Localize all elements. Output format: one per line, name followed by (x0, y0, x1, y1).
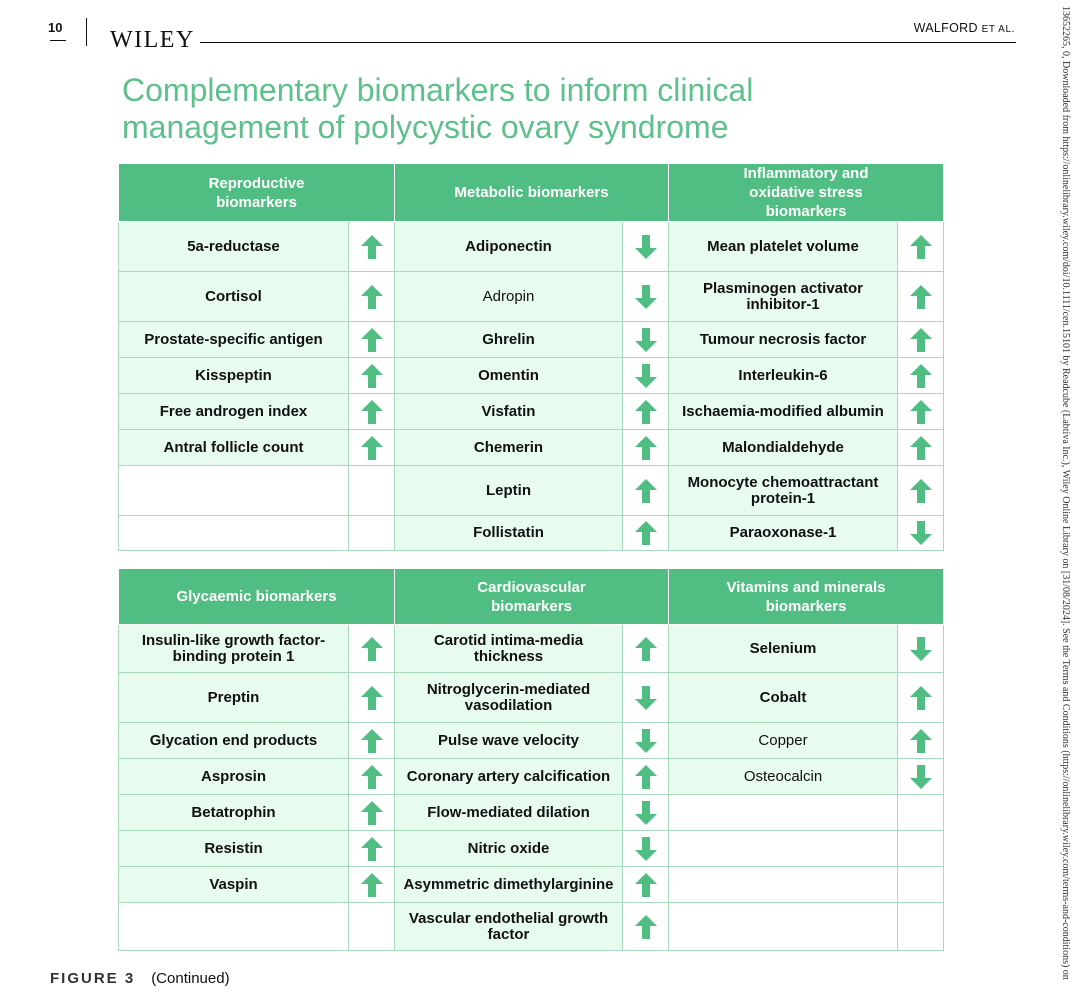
table-row (119, 903, 944, 951)
biomarker-name-text: Paraoxonase-1 (729, 524, 837, 541)
biomarker-name (669, 516, 898, 551)
biomarker-name-text: Glycation end products (149, 731, 318, 749)
table-row (119, 322, 944, 358)
biomarker-name (119, 625, 349, 673)
biomarker-name-text: Free androgen index (159, 402, 308, 420)
trend-indicator (349, 272, 395, 322)
biomarker-name (119, 394, 349, 430)
empty-cell (349, 903, 395, 951)
trend-indicator (898, 272, 944, 322)
arrow-down-icon (909, 764, 933, 790)
trend-indicator (898, 394, 944, 430)
trend-indicator (623, 466, 669, 516)
biomarker-name-text: 5a-reductase (187, 237, 280, 255)
arrow-down-icon (634, 728, 658, 754)
biomarker-name-text: Mean platelet volume (707, 237, 859, 255)
figure-caption (50, 970, 230, 987)
biomarker-name (395, 394, 623, 430)
column-header-text: Vitamins and minerals biomarkers (726, 578, 886, 615)
column-header-text: Glycaemic biomarkers (176, 588, 337, 605)
biomarker-name (669, 466, 898, 516)
biomarker-name-text: Omentin (478, 366, 539, 384)
biomarker-name-text: Betatrophin (191, 803, 276, 821)
biomarker-name (669, 322, 898, 358)
table-row (119, 516, 944, 551)
biomarker-name-text: Visfatin (481, 402, 536, 420)
biomarker-name-text: Follistatin (473, 524, 544, 541)
column-header (669, 164, 944, 222)
biomarker-name (119, 831, 349, 867)
empty-cell (349, 516, 395, 551)
arrow-up-icon (634, 914, 658, 940)
arrow-up-icon (909, 363, 933, 389)
empty-cell (119, 466, 349, 516)
biomarker-name (119, 222, 349, 272)
trend-indicator (898, 723, 944, 759)
caption-label: FIGURE 3 (50, 970, 136, 987)
biomarker-name (119, 272, 349, 322)
trend-indicator (898, 625, 944, 673)
trend-indicator (349, 795, 395, 831)
empty-cell (669, 867, 898, 903)
biomarker-name (395, 795, 623, 831)
title-line-1: Complementary biomarkers to inform clinical (122, 72, 754, 108)
arrow-down-icon (909, 636, 933, 662)
author-suffix: ET AL. (981, 24, 1015, 35)
biomarker-name-text: Interleukin-6 (738, 366, 828, 384)
arrow-up-icon (909, 728, 933, 754)
arrow-down-icon (634, 836, 658, 862)
figure-title (122, 72, 753, 146)
trend-indicator (623, 795, 669, 831)
biomarker-name (395, 322, 623, 358)
biomarker-name-text: Adropin (482, 287, 535, 305)
biomarker-name-text: Antral follicle count (163, 438, 304, 456)
arrow-up-icon (360, 636, 384, 662)
trend-indicator (898, 322, 944, 358)
table-row (119, 358, 944, 394)
empty-cell (119, 903, 349, 951)
trend-indicator (623, 831, 669, 867)
trend-indicator (898, 430, 944, 466)
trend-indicator (623, 222, 669, 272)
biomarker-name-text: Chemerin (473, 438, 544, 456)
arrow-up-icon (360, 435, 384, 461)
arrow-up-icon (360, 800, 384, 826)
biomarker-name (669, 625, 898, 673)
arrow-up-icon (909, 234, 933, 260)
biomarker-name-text: Insulin-like growth factor-binding protein 1 (141, 631, 326, 665)
biomarker-name (395, 625, 623, 673)
empty-cell (669, 795, 898, 831)
author-main: WALFORD (913, 21, 978, 35)
biomarker-name (395, 222, 623, 272)
publisher-logo: WILEY (110, 27, 195, 53)
biomarker-name (119, 795, 349, 831)
table-row (119, 466, 944, 516)
biomarker-name (119, 673, 349, 723)
biomarker-name-text: Asymmetric dimethylarginine (403, 875, 614, 893)
biomarker-name (669, 272, 898, 322)
biomarker-name-text: Monocyte chemoattractant protein-1 (687, 473, 879, 507)
biomarker-name-text: Flow-mediated dilation (427, 803, 590, 821)
table-row (119, 222, 944, 272)
biomarker-name (395, 831, 623, 867)
biomarker-name-text: Preptin (207, 688, 260, 706)
trend-indicator (349, 625, 395, 673)
arrow-up-icon (909, 399, 933, 425)
biomarker-name (669, 673, 898, 723)
header-divider (86, 18, 87, 46)
arrow-down-icon (634, 800, 658, 826)
trend-indicator (898, 222, 944, 272)
biomarker-name (119, 867, 349, 903)
column-header (119, 569, 395, 625)
biomarker-name (395, 272, 623, 322)
arrow-up-icon (909, 685, 933, 711)
trend-indicator (898, 673, 944, 723)
biomarker-name (669, 723, 898, 759)
biomarker-name-text: Leptin (486, 481, 531, 499)
biomarker-name-text: Vascular endothelial growth factor (408, 909, 609, 943)
empty-cell (669, 831, 898, 867)
table-row (119, 867, 944, 903)
biomarker-name-text: Pulse wave velocity (438, 731, 579, 749)
trend-indicator (623, 430, 669, 466)
biomarker-name-text: Adiponectin (465, 237, 552, 255)
biomarker-name-text: Tumour necrosis factor (699, 330, 867, 348)
biomarker-name-text: Vaspin (209, 875, 258, 893)
biomarker-name-text: Osteocalcin (743, 767, 823, 785)
page-number: 10 (48, 20, 63, 35)
table-row (119, 272, 944, 322)
biomarker-name (395, 867, 623, 903)
trend-indicator (349, 394, 395, 430)
biomarker-name-text: Resistin (204, 839, 263, 857)
trend-indicator (623, 625, 669, 673)
trend-indicator (898, 759, 944, 795)
trend-indicator (623, 516, 669, 551)
arrow-up-icon (909, 284, 933, 310)
table-row (119, 759, 944, 795)
arrow-down-icon (909, 520, 933, 546)
trend-indicator (623, 394, 669, 430)
biomarker-name (395, 358, 623, 394)
arrow-up-icon (360, 363, 384, 389)
page-number-underline (50, 40, 66, 41)
table-row (119, 723, 944, 759)
biomarker-name-text: Coronary artery calcification (406, 767, 611, 785)
arrow-up-icon (634, 520, 658, 546)
biomarker-name-text: Cobalt (759, 688, 807, 706)
biomarker-name-text: Cortisol (205, 287, 262, 305)
table-header-row (119, 164, 944, 222)
arrow-up-icon (360, 872, 384, 898)
trend-indicator (349, 723, 395, 759)
arrow-down-icon (634, 685, 658, 711)
biomarker-name-text: Ischaemia-modified albumin (682, 402, 884, 420)
empty-cell (898, 867, 944, 903)
arrow-up-icon (360, 685, 384, 711)
trend-indicator (349, 673, 395, 723)
arrow-up-icon (360, 728, 384, 754)
biomarker-name-text: Nitroglycerin-mediated vasodilation (426, 680, 591, 714)
arrow-up-icon (634, 872, 658, 898)
column-header (395, 164, 669, 222)
biomarker-name (119, 723, 349, 759)
biomarker-name (395, 466, 623, 516)
biomarker-name (669, 222, 898, 272)
trend-indicator (349, 867, 395, 903)
column-header-text: Reproductive biomarkers (208, 174, 305, 211)
arrow-up-icon (360, 836, 384, 862)
biomarker-name (395, 723, 623, 759)
arrow-up-icon (909, 327, 933, 353)
header-rule (200, 42, 1016, 43)
biomarker-name (669, 430, 898, 466)
biomarker-name-text: Kisspeptin (195, 366, 272, 384)
arrow-down-icon (634, 284, 658, 310)
empty-cell (669, 903, 898, 951)
trend-indicator (623, 272, 669, 322)
table-header-row (119, 569, 944, 625)
biomarker-name (669, 358, 898, 394)
trend-indicator (349, 358, 395, 394)
arrow-up-icon (360, 327, 384, 353)
empty-cell (119, 516, 349, 551)
empty-cell (898, 831, 944, 867)
biomarker-name (119, 430, 349, 466)
biomarker-name (395, 430, 623, 466)
biomarker-name-text: Carotid intima-media thickness (433, 631, 584, 665)
arrow-up-icon (634, 764, 658, 790)
trend-indicator (349, 222, 395, 272)
arrow-up-icon (360, 284, 384, 310)
title-line-2: management of polycystic ovary syndrome (122, 109, 729, 145)
table-row (119, 831, 944, 867)
biomarker-name (119, 322, 349, 358)
column-header (119, 164, 395, 222)
biomarker-name-text: Copper (758, 731, 808, 749)
table-row (119, 430, 944, 466)
empty-cell (898, 903, 944, 951)
trend-indicator (623, 867, 669, 903)
biomarker-table-2 (118, 568, 944, 951)
table-row (119, 795, 944, 831)
trend-indicator (349, 430, 395, 466)
trend-indicator (349, 759, 395, 795)
empty-cell (898, 795, 944, 831)
biomarker-name-text: Asprosin (200, 767, 266, 785)
trend-indicator (623, 903, 669, 951)
trend-indicator (898, 358, 944, 394)
arrow-down-icon (634, 363, 658, 389)
biomarker-name (395, 759, 623, 795)
biomarker-name (119, 759, 349, 795)
caption-text: (Continued) (151, 970, 230, 987)
biomarker-name-text: Plasminogen activator inhibitor-1 (702, 279, 864, 313)
biomarker-name (669, 394, 898, 430)
biomarker-name-text: Prostate-specific antigen (144, 330, 323, 348)
arrow-up-icon (634, 399, 658, 425)
arrow-down-icon (634, 234, 658, 260)
arrow-up-icon (909, 435, 933, 461)
biomarker-name (395, 903, 623, 951)
trend-indicator (623, 723, 669, 759)
trend-indicator (898, 466, 944, 516)
table-row (119, 673, 944, 723)
table-row (119, 625, 944, 673)
trend-indicator (623, 673, 669, 723)
trend-indicator (623, 759, 669, 795)
biomarker-name (119, 358, 349, 394)
column-header-text: Cardiovascular biomarkers (477, 578, 586, 615)
arrow-up-icon (634, 435, 658, 461)
arrow-up-icon (634, 636, 658, 662)
biomarker-name-text: Nitric oxide (467, 839, 550, 857)
arrow-up-icon (360, 764, 384, 790)
arrow-up-icon (360, 399, 384, 425)
arrow-up-icon (634, 478, 658, 504)
column-header-text: Inflammatory and oxidative stress biomarkers (743, 165, 869, 220)
biomarker-name-text: Selenium (749, 639, 817, 657)
empty-cell (349, 466, 395, 516)
biomarker-name-text: Malondialdehyde (722, 438, 844, 456)
biomarker-name (669, 759, 898, 795)
biomarker-name (395, 673, 623, 723)
trend-indicator (349, 322, 395, 358)
trend-indicator (623, 358, 669, 394)
arrow-down-icon (634, 327, 658, 353)
column-header (669, 569, 944, 625)
arrow-up-icon (360, 234, 384, 260)
column-header (395, 569, 669, 625)
column-header-text: Metabolic biomarkers (454, 184, 609, 201)
running-head-authors (914, 21, 1015, 35)
table-row (119, 394, 944, 430)
biomarker-table-1 (118, 163, 944, 551)
trend-indicator (349, 831, 395, 867)
trend-indicator (623, 322, 669, 358)
biomarker-name-text: Ghrelin (482, 330, 535, 348)
arrow-up-icon (909, 478, 933, 504)
download-side-note: 13652265, 0, Downloaded from https://onlinelibrary.wiley.com/doi/10.1111/cen.15101 by Readcube (Labtiva Inc.), Wiley Online Library on [31/08/2024]. See the Terms and Conditions (https://onlinelibrary.wiley.com/terms-and-conditions) on (1060, 6, 1071, 980)
trend-indicator (898, 516, 944, 551)
biomarker-name (395, 516, 623, 551)
